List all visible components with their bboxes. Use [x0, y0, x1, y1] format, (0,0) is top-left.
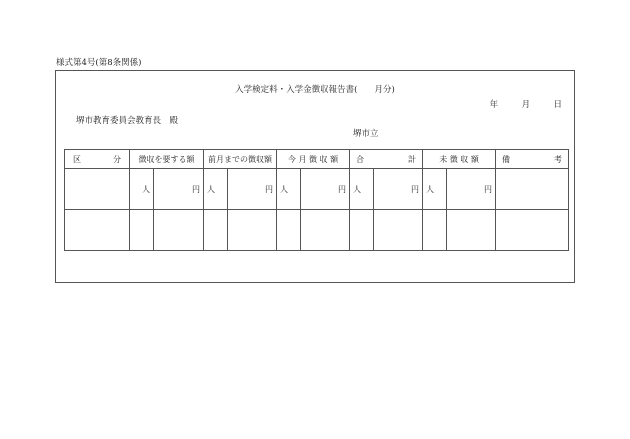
header-category	[65, 150, 130, 169]
unit-yen: 円	[192, 184, 200, 194]
date-year-label: 年	[489, 100, 499, 110]
report-table	[64, 149, 569, 251]
cell-amount-due-yen[interactable]	[154, 210, 204, 251]
header-remarks-left: 備	[502, 154, 511, 164]
unit-person: 人	[280, 184, 288, 194]
header-category-left: 区	[73, 154, 81, 164]
header-collected-this-month	[277, 150, 350, 169]
header-collected-previous-label: 前月までの徴収額	[208, 154, 272, 164]
cell-previous-persons[interactable]	[204, 210, 228, 251]
cell-previous-persons[interactable]	[204, 169, 228, 210]
cell-uncollected-persons[interactable]	[423, 169, 447, 210]
cell-this-month-yen[interactable]	[301, 210, 350, 251]
unit-person: 人	[426, 184, 435, 194]
cell-total-yen[interactable]	[374, 169, 423, 210]
cell-previous-yen[interactable]	[228, 169, 277, 210]
cell-category[interactable]	[65, 210, 130, 251]
cell-remarks[interactable]	[496, 169, 569, 210]
cell-uncollected-persons[interactable]	[423, 210, 447, 251]
unit-yen: 円	[338, 184, 347, 194]
date-day-label: 日	[553, 100, 562, 110]
document-title: 入学検定料・入学金徴収報告書( 月分)	[235, 85, 395, 95]
unit-yen: 円	[484, 184, 493, 194]
cell-this-month-persons[interactable]	[277, 210, 301, 251]
header-remarks-right: 考	[554, 154, 563, 164]
header-amount-due-label: 徴収を要する額	[138, 154, 195, 164]
sender-school: 堺市立	[353, 129, 379, 139]
header-amount-due	[130, 150, 204, 169]
unit-person: 人	[142, 184, 150, 194]
header-uncollected	[423, 150, 496, 169]
date-line	[490, 98, 562, 110]
report-frame	[55, 70, 575, 283]
table-row	[65, 169, 569, 210]
cell-category[interactable]	[65, 169, 130, 210]
cell-uncollected-yen[interactable]	[447, 169, 496, 210]
header-remarks	[496, 150, 569, 169]
addressee: 堺市教育委員会教育長 殿	[76, 116, 179, 126]
table-header-row	[65, 150, 569, 169]
cell-total-persons[interactable]	[350, 169, 374, 210]
unit-yen: 円	[265, 184, 273, 194]
unit-yen: 円	[411, 184, 420, 194]
cell-this-month-yen[interactable]	[301, 169, 350, 210]
cell-total-persons[interactable]	[350, 210, 374, 251]
table-row	[65, 210, 569, 251]
cell-amount-due-persons[interactable]	[130, 169, 154, 210]
cell-this-month-persons[interactable]	[277, 169, 301, 210]
cell-uncollected-yen[interactable]	[447, 210, 496, 251]
header-collected-previous	[204, 150, 277, 169]
header-total	[350, 150, 423, 169]
header-total-left: 合	[356, 154, 365, 164]
cell-amount-due-yen[interactable]	[154, 169, 204, 210]
cell-amount-due-persons[interactable]	[130, 210, 154, 251]
unit-person: 人	[353, 184, 362, 194]
unit-person: 人	[207, 184, 215, 194]
header-category-right: 分	[113, 154, 121, 164]
header-collected-this-month-label: 今 月 徴 収 額	[287, 154, 339, 164]
header-uncollected-label: 未 徴 収 額	[439, 154, 479, 164]
form-number: 様式第4号(第8条関係)	[56, 58, 142, 68]
date-month-label: 月	[521, 100, 531, 110]
cell-remarks[interactable]	[496, 210, 569, 251]
cell-total-yen[interactable]	[374, 210, 423, 251]
header-total-right: 計	[408, 154, 417, 164]
cell-previous-yen[interactable]	[228, 210, 277, 251]
